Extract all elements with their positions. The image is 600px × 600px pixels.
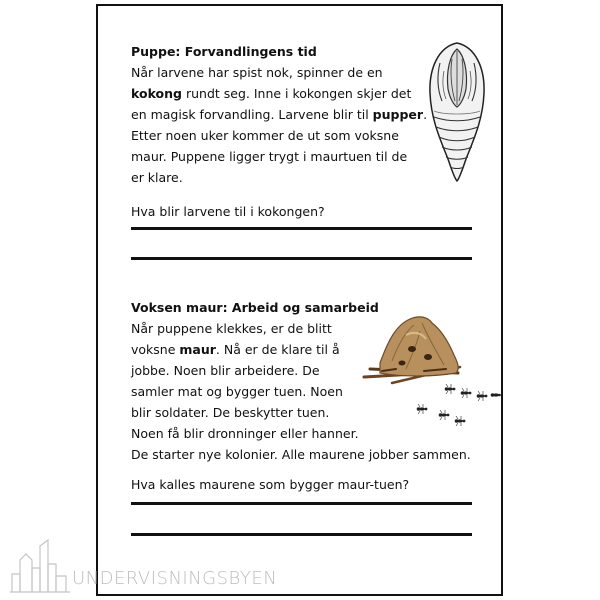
answer-line[interactable] xyxy=(131,533,472,536)
question-2: Hva kalles maurene som bygger maur-tuen? xyxy=(131,477,410,492)
anthill-icon xyxy=(362,311,502,429)
answer-line[interactable] xyxy=(131,227,472,230)
section-text: Når larvene har spist nok, spinner de en kokong rundt seg. Inne i kokongen skjer det en magisk forvandling. Larvene blir til pupper. Etter noen uker kommer de ut som voksne maur. Puppene ligger trygt i maurtuen til de er klare. xyxy=(131,65,428,185)
question-1: Hva blir larvene til i kokongen? xyxy=(131,204,325,219)
city-skyline-icon xyxy=(10,538,70,594)
answer-line[interactable] xyxy=(131,257,472,260)
ant-pupa-icon xyxy=(428,41,486,183)
watermark-text: UNDERVISNINGSBYEN xyxy=(72,568,278,589)
section-text: Når puppene klekkes, er de blitt voksne maur. Nå er de klare til å jobbe. Noen blir arbeidere. De samler mat og bygger tuen. Noen blir soldater. De beskytter tuen. Noen få blir dronninger eller hanner. De starter nye kolonier. Alle maurene jobber sammen. xyxy=(131,321,471,462)
answer-line[interactable] xyxy=(131,502,472,505)
watermark xyxy=(10,538,310,594)
section-pupa xyxy=(131,42,476,188)
section-title: Puppe: Forvandlingens tid xyxy=(131,44,317,59)
section-title: Voksen maur: Arbeid og samarbeid xyxy=(131,300,379,315)
worksheet-page xyxy=(96,4,503,596)
